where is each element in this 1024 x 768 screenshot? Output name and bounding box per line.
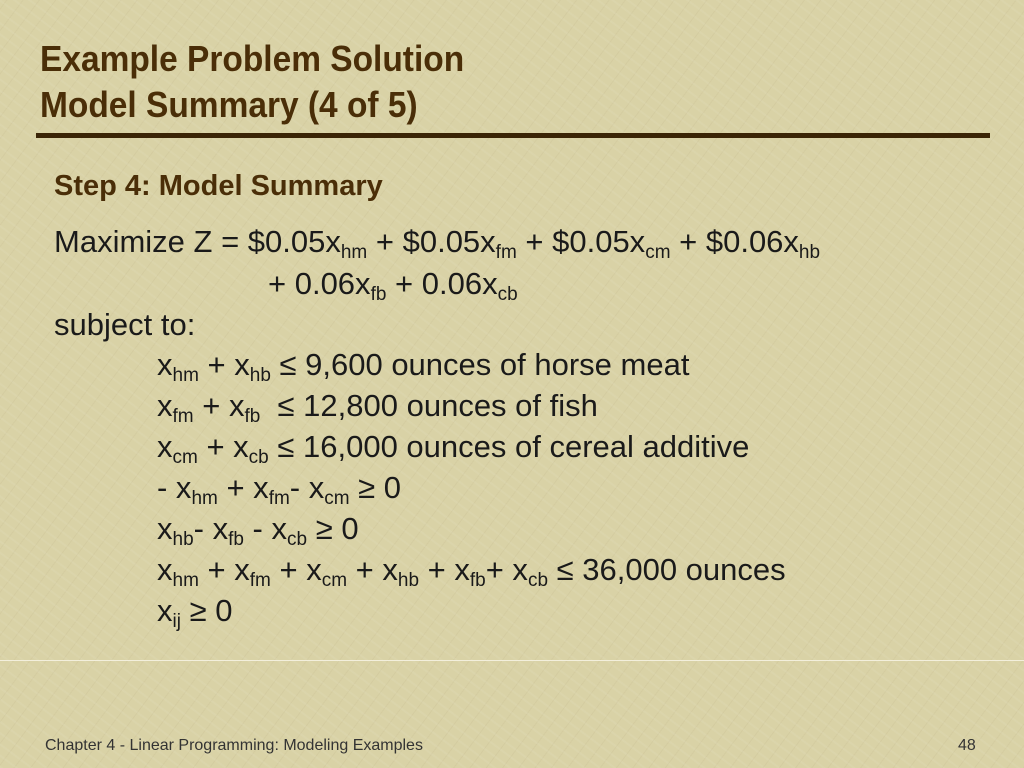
constraint-nonnegativity: $x_{ij} \ge 0$: [157, 593, 233, 632]
constraint-total-ounces: $x_{hm} + x_{fm} + x_{cm} + x_{hb} + x_{fb}+ x_{cb} \le 36,000$ ounces: [157, 552, 786, 591]
subscript: hb: [798, 242, 821, 263]
subscript: fm: [495, 242, 517, 263]
objective-line-1: Maximize $Z = \$0.05x_{hm}$ + $\$0.05x_{fm}$ + $\$0.05x_{cm}$ + $\$0.06x_{hb}$: [54, 224, 821, 263]
subscript: cb: [527, 570, 549, 591]
constraint-horse-meat: $x_{hm} + x_{hb} \le 9,600$ ounces of horse meat: [157, 347, 690, 386]
slide-title: [40, 36, 464, 128]
subscript: cm: [172, 447, 198, 468]
subscript: hb: [397, 570, 420, 591]
constraint-meat-ratio: - $x_{hm} + x_{fm}-$ $x_{cm} \ge 0$: [157, 470, 402, 509]
slide-title-line2: Model Summary (4 of 5): [40, 84, 418, 125]
subscript: fb: [228, 529, 244, 550]
subscript: fm: [172, 406, 194, 427]
subscript: hm: [172, 365, 199, 386]
constraint-cereal-additive: $x_{cm} + x_{cb} \le 16,000$ ounces of cereal additive: [157, 429, 750, 468]
title-divider: [36, 133, 990, 138]
subscript: fm: [249, 570, 271, 591]
subject-to-label: subject to:: [54, 307, 196, 342]
slide-title-line1: Example Problem Solution: [40, 38, 465, 79]
subscript: hm: [191, 488, 218, 509]
subscript: hb: [172, 529, 194, 550]
subscript: cm: [645, 242, 671, 263]
subscript: cm: [324, 488, 350, 509]
subscript: cb: [497, 284, 518, 305]
subscript: fb: [244, 406, 261, 427]
subscript: hm: [340, 242, 368, 263]
constraint-fish: $x_{fm} + x_{fb} \le 12,800$ ounces of fish: [157, 388, 598, 427]
subscript: cb: [248, 447, 269, 468]
subscript: fb: [370, 284, 387, 305]
slide-number: 48: [958, 737, 976, 754]
subscript: hm: [172, 570, 199, 591]
step-heading: Step 4: Model Summary: [54, 170, 383, 202]
constraint-beef-ratio: $x_{hb}-$ $x_{fb} - x_{cb} \ge 0$: [157, 511, 359, 550]
objective-line-2: + $0.06x_{fb} + 0.06x_{cb}$: [268, 266, 518, 305]
footer-chapter-text: Chapter 4 - Linear Programming: Modeling Examples: [45, 737, 423, 754]
subscript: hb: [249, 365, 271, 386]
subscript: cb: [287, 529, 308, 550]
subscript: ij: [172, 611, 181, 632]
subscript: fm: [268, 488, 290, 509]
footer-divider: [0, 660, 1024, 661]
subscript: cm: [321, 570, 348, 591]
subscript: fb: [469, 570, 486, 591]
